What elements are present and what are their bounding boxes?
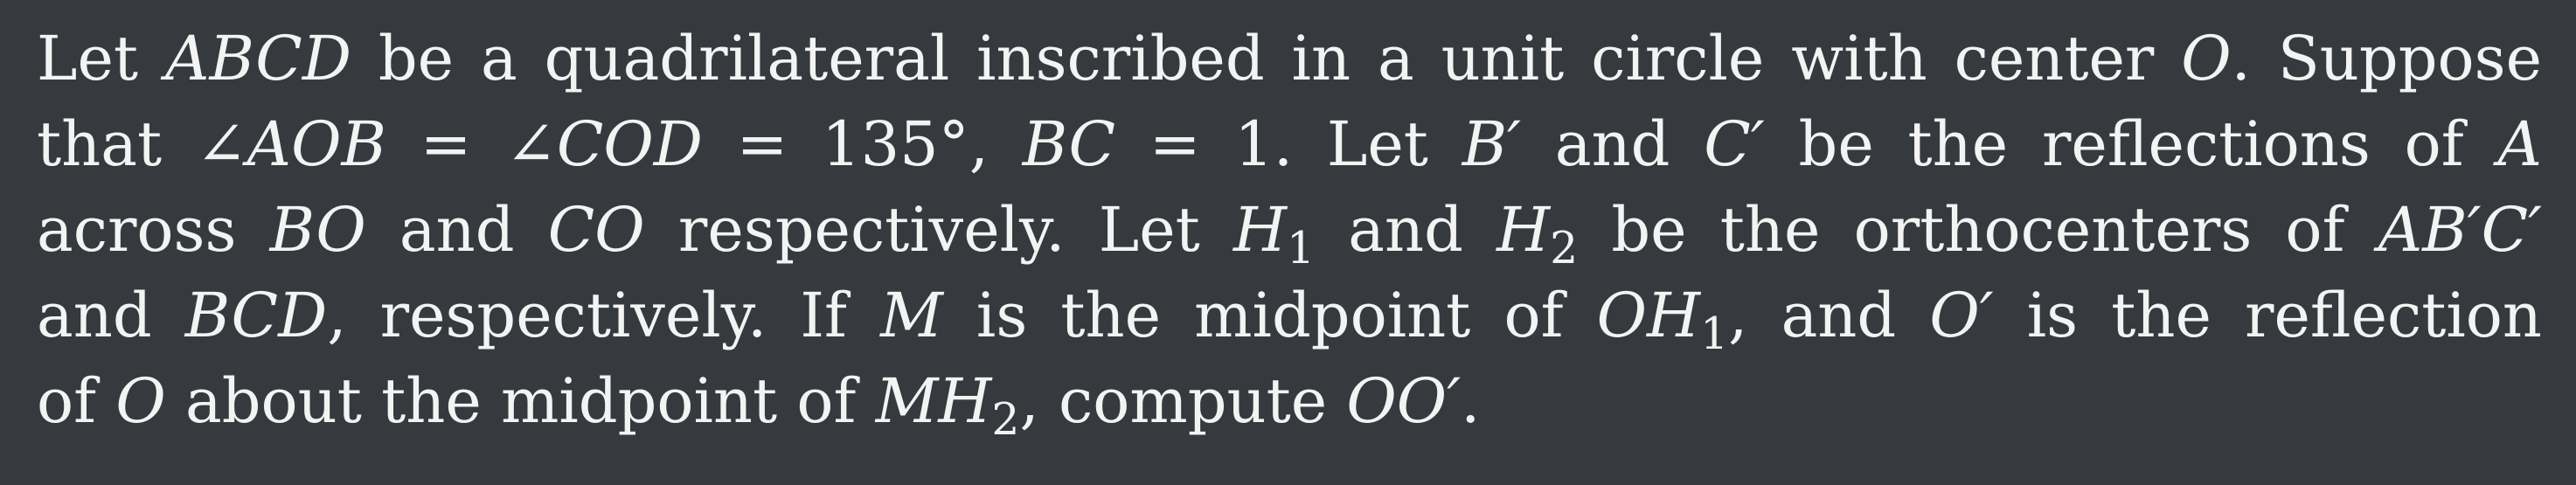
problem-line-2: [37, 101, 2542, 187]
math-expression: MH: [875, 365, 992, 437]
text-run: be the reflections of: [1764, 108, 2498, 180]
math-expression: BC: [1022, 108, 1116, 180]
text-run: across: [37, 194, 270, 266]
math-expression: A: [2497, 108, 2543, 180]
math-subscript: 1: [1700, 308, 1729, 360]
problem-line-1: [37, 16, 2542, 101]
text-run: and: [1315, 194, 1497, 266]
math-subscript: 1: [1287, 222, 1316, 274]
math-expression: AB′C′: [2378, 194, 2543, 266]
text-run: of: [37, 365, 116, 437]
text-run: , and: [1728, 280, 1930, 351]
problem-statement: [37, 16, 2542, 444]
math-expression: BCD: [184, 280, 328, 351]
text-run: , compute: [1019, 365, 1347, 437]
text-run: . Suppose: [2231, 23, 2542, 94]
math-expression: ABCD: [164, 23, 351, 94]
math-expression: OH: [1596, 280, 1701, 351]
text-run: be the orthocenters of: [1578, 194, 2378, 266]
math-expression: COD: [556, 108, 703, 180]
math-subscript: 2: [991, 393, 1020, 446]
math-expression: H: [1496, 194, 1551, 266]
math-subscript: 2: [1550, 222, 1579, 274]
math-expression: AOB: [246, 108, 386, 180]
math-expression: OO′: [1346, 365, 1462, 437]
text-run: is the reflection: [1993, 280, 2542, 351]
problem-line-4: [37, 273, 2542, 358]
math-operator: ∠: [195, 108, 247, 180]
math-expression: BO: [269, 194, 366, 266]
text-run: is the midpoint of: [942, 280, 1597, 351]
math-expression: C′: [1704, 108, 1765, 180]
text-run: and: [1521, 108, 1705, 180]
math-operator: = 135°,: [702, 108, 1023, 180]
math-expression: CO: [547, 194, 645, 266]
text-run: .: [1461, 365, 1481, 437]
math-operator: = 1.: [1115, 108, 1327, 180]
text-run: Let: [1326, 108, 1462, 180]
text-run: be a quadrilateral inscribed in a unit circle with center: [351, 23, 2182, 94]
math-operator: =: [385, 108, 506, 180]
math-expression: H: [1232, 194, 1287, 266]
math-expression: O′: [1929, 280, 1994, 351]
text-run: that: [37, 108, 196, 180]
text-run: respectively. Let: [644, 194, 1233, 266]
math-expression: B′: [1462, 108, 1522, 180]
math-expression: O: [2181, 23, 2232, 94]
text-run: about the midpoint of: [165, 365, 876, 437]
text-run: Let: [37, 23, 165, 94]
math-expression: O: [115, 365, 166, 437]
text-run: and: [37, 280, 185, 351]
math-operator: ∠: [505, 108, 557, 180]
math-expression: M: [880, 280, 943, 351]
text-run: and: [365, 194, 548, 266]
problem-line-3: [37, 187, 2542, 273]
problem-line-5: [37, 358, 2542, 444]
text-run: , respectively. If: [327, 280, 881, 351]
